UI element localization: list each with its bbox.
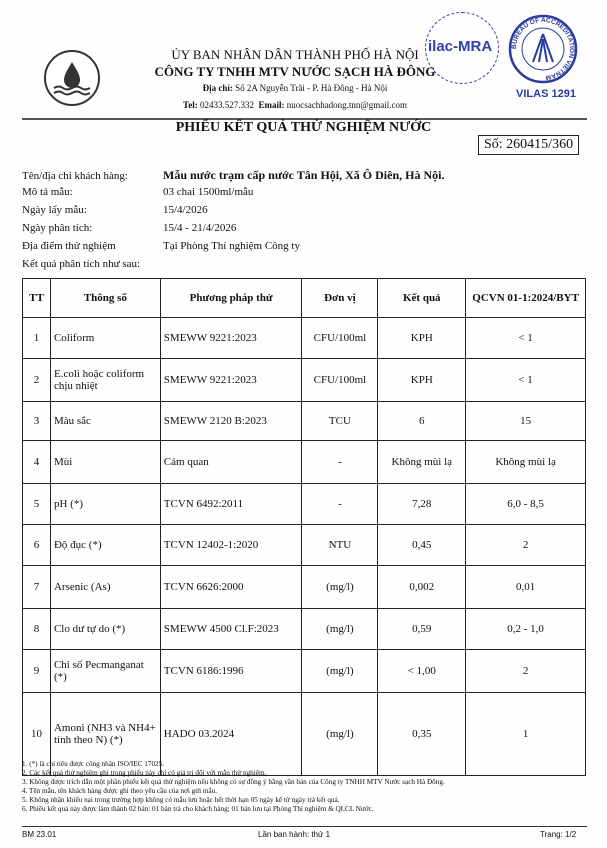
- table-cell: 7: [23, 566, 51, 609]
- table-cell: 1: [466, 693, 586, 776]
- table-cell: SMEWW 9221:2023: [160, 318, 302, 359]
- table-cell: Clo dư tự do (*): [50, 609, 160, 650]
- column-header: Thông số: [50, 279, 160, 318]
- table-cell: CFU/100ml: [302, 318, 378, 359]
- table-cell: TCU: [302, 402, 378, 441]
- email-value: nuocsachhadong.tnn@gmail.com: [286, 100, 407, 110]
- table-cell: -: [302, 441, 378, 484]
- table-cell: TCVN 6626:2000: [160, 566, 302, 609]
- column-header: Đơn vị: [302, 279, 378, 318]
- table-row: [23, 441, 586, 484]
- table-cell: 6: [378, 402, 466, 441]
- table-cell: 0,35: [378, 693, 466, 776]
- boa-seal-textpath: BUREAU OF ACCREDITATION VIETNAM: [510, 16, 576, 81]
- tel-label: Tel:: [183, 100, 198, 110]
- table-row: [23, 402, 586, 441]
- table-cell: 0,45: [378, 525, 466, 566]
- table-cell: 4: [23, 441, 51, 484]
- table-cell: NTU: [302, 525, 378, 566]
- table-row: [23, 650, 586, 693]
- table-cell: Amoni (NH3 và NH4+ tính theo N) (*): [50, 693, 160, 776]
- vilas-number: VILAS 1291: [516, 88, 576, 100]
- info-label: Ngày phân tích:: [22, 222, 93, 234]
- table-cell: (mg/l): [302, 693, 378, 776]
- table-header-row: [23, 279, 586, 318]
- table-cell: 5: [23, 484, 51, 525]
- table-cell: 0,01: [466, 566, 586, 609]
- ilac-text: ilac-MRA: [428, 38, 493, 55]
- note: 6. Phiếu kết quả này được làm thành 02 bản: 01 bản trả cho khách hàng; 01 bản lưu tại Phòng Thí nghiệm & QLCL Nước.: [22, 805, 374, 813]
- note: 4. Tên mẫu, tên khách hàng được ghi theo yêu cầu của nơi gửi mẫu.: [22, 787, 218, 795]
- info-value: Mẫu nước trạm cấp nước Tân Hội, Xã Ô Diên, Hà Nội.: [163, 168, 445, 182]
- table-cell: (mg/l): [302, 650, 378, 693]
- column-header: TT: [23, 279, 51, 318]
- company-contact: [145, 100, 445, 110]
- note: 3. Không được trích dẫn một phần phiếu kết quả thử nghiệm nếu không có sự đồng ý bằng văn bản của Công ty TNHH MTV Nước sạch Hà Đông.: [22, 778, 445, 786]
- column-header: Kết quả: [378, 279, 466, 318]
- info-label: Địa điểm thử nghiệm: [22, 240, 116, 252]
- table-cell: HADO 03.2024: [160, 693, 302, 776]
- info-label: Mô tả mẫu:: [22, 186, 73, 198]
- table-cell: Không mùi lạ: [466, 441, 586, 484]
- note: 2. Các kết quả thử nghiệm ghi trong phiếu này chỉ có giá trị đối với mẫu thử nghiệm.: [22, 769, 267, 777]
- table-cell: 3: [23, 402, 51, 441]
- table-cell: 6,0 - 8,5: [466, 484, 586, 525]
- info-label: Kết quả phân tích như sau:: [22, 258, 141, 270]
- boa-accreditation-seal: [508, 14, 578, 84]
- table-cell: KPH: [378, 318, 466, 359]
- table-cell: < 1: [466, 359, 586, 402]
- table-cell: 2: [466, 525, 586, 566]
- table-cell: Arsenic (As): [50, 566, 160, 609]
- column-header: QCVN 01-1:2024/BYT: [466, 279, 586, 318]
- table-cell: SMEWW 2120 B:2023: [160, 402, 302, 441]
- ilac-mra-logo: [425, 12, 499, 84]
- footer-divider: [22, 826, 587, 827]
- table-cell: 10: [23, 693, 51, 776]
- table-cell: TCVN 6492:2011: [160, 484, 302, 525]
- table-cell: < 1: [466, 318, 586, 359]
- table-cell: 8: [23, 609, 51, 650]
- table-cell: Coliform: [50, 318, 160, 359]
- table-cell: Màu sắc: [50, 402, 160, 441]
- page-number: Trang: 1/2: [540, 830, 577, 839]
- email-label: Email:: [258, 100, 285, 110]
- company-logo: [44, 50, 100, 106]
- info-label: Tên/địa chỉ khách hàng:: [22, 170, 128, 182]
- info-value: 15/4/2026: [163, 204, 208, 216]
- company-address: [145, 83, 445, 93]
- table-cell: 7,28: [378, 484, 466, 525]
- column-header: Phương pháp thử: [160, 279, 302, 318]
- results-table: [22, 278, 586, 776]
- table-cell: 9: [23, 650, 51, 693]
- table-row: [23, 525, 586, 566]
- table-cell: 2: [23, 359, 51, 402]
- table-row: [23, 484, 586, 525]
- form-code: BM 23.01: [22, 830, 57, 839]
- table-cell: E.coli hoặc coliform chịu nhiệt: [50, 359, 160, 402]
- table-cell: Độ đục (*): [50, 525, 160, 566]
- table-cell: TCVN 12402-1:2020: [160, 525, 302, 566]
- table-cell: (mg/l): [302, 566, 378, 609]
- table-cell: pH (*): [50, 484, 160, 525]
- info-value: 03 chai 1500ml/mẫu: [163, 186, 254, 198]
- table-row: [23, 359, 586, 402]
- table-cell: Không mùi lạ: [378, 441, 466, 484]
- table-cell: 0,59: [378, 609, 466, 650]
- table-cell: 15: [466, 402, 586, 441]
- table-cell: KPH: [378, 359, 466, 402]
- table-row: [23, 318, 586, 359]
- boa-seal-text: [511, 17, 575, 81]
- notes: [22, 760, 445, 814]
- table-row: [23, 609, 586, 650]
- table-cell: 2: [466, 650, 586, 693]
- note: 5. Không nhận khiếu nại trong trường hợp không có mẫu lưu hoặc hết thời hạn 05 ngày kể từ ngày trả kết quả.: [22, 796, 340, 804]
- document-title: PHIẾU KẾT QUẢ THỬ NGHIỆM NƯỚC: [175, 120, 432, 135]
- table-cell: -: [302, 484, 378, 525]
- table-cell: Chỉ số Pecmanganat (*): [50, 650, 160, 693]
- info-value: Tại Phòng Thí nghiệm Công ty: [163, 240, 300, 252]
- table-cell: 6: [23, 525, 51, 566]
- address-value: Số 2A Nguyễn Trãi - P. Hà Đông - Hà Nội: [235, 83, 388, 93]
- table-cell: 1: [23, 318, 51, 359]
- table-cell: 0,2 - 1,0: [466, 609, 586, 650]
- edition: Lần ban hành: thứ 1: [258, 830, 331, 839]
- authority-name: ỦY BAN NHÂN DÂN THÀNH PHỐ HÀ NỘI: [171, 47, 419, 62]
- table-cell: SMEWW 9221:2023: [160, 359, 302, 402]
- table-cell: 0,002: [378, 566, 466, 609]
- table-cell: CFU/100ml: [302, 359, 378, 402]
- table-cell: Mùi: [50, 441, 160, 484]
- company-name: CÔNG TY TNHH MTV NƯỚC SẠCH HÀ ĐÔNG: [154, 64, 436, 79]
- table-cell: SMEWW 4500 Cl.F:2023: [160, 609, 302, 650]
- address-label: Địa chỉ:: [202, 83, 233, 93]
- table-row: [23, 566, 586, 609]
- tel-value: 02433.527.332: [199, 100, 254, 110]
- info-label: Ngày lấy mẫu:: [22, 204, 87, 216]
- table-cell: Cảm quan: [160, 441, 302, 484]
- info-value: 15/4 - 21/4/2026: [163, 222, 237, 234]
- table-cell: (mg/l): [302, 609, 378, 650]
- table-cell: TCVN 6186:1996: [160, 650, 302, 693]
- note: 1. (*) là chỉ tiêu được công nhận ISO/IEC 17025.: [22, 760, 165, 768]
- table-cell: < 1,00: [378, 650, 466, 693]
- report-number: Số: 260415/360: [478, 135, 579, 155]
